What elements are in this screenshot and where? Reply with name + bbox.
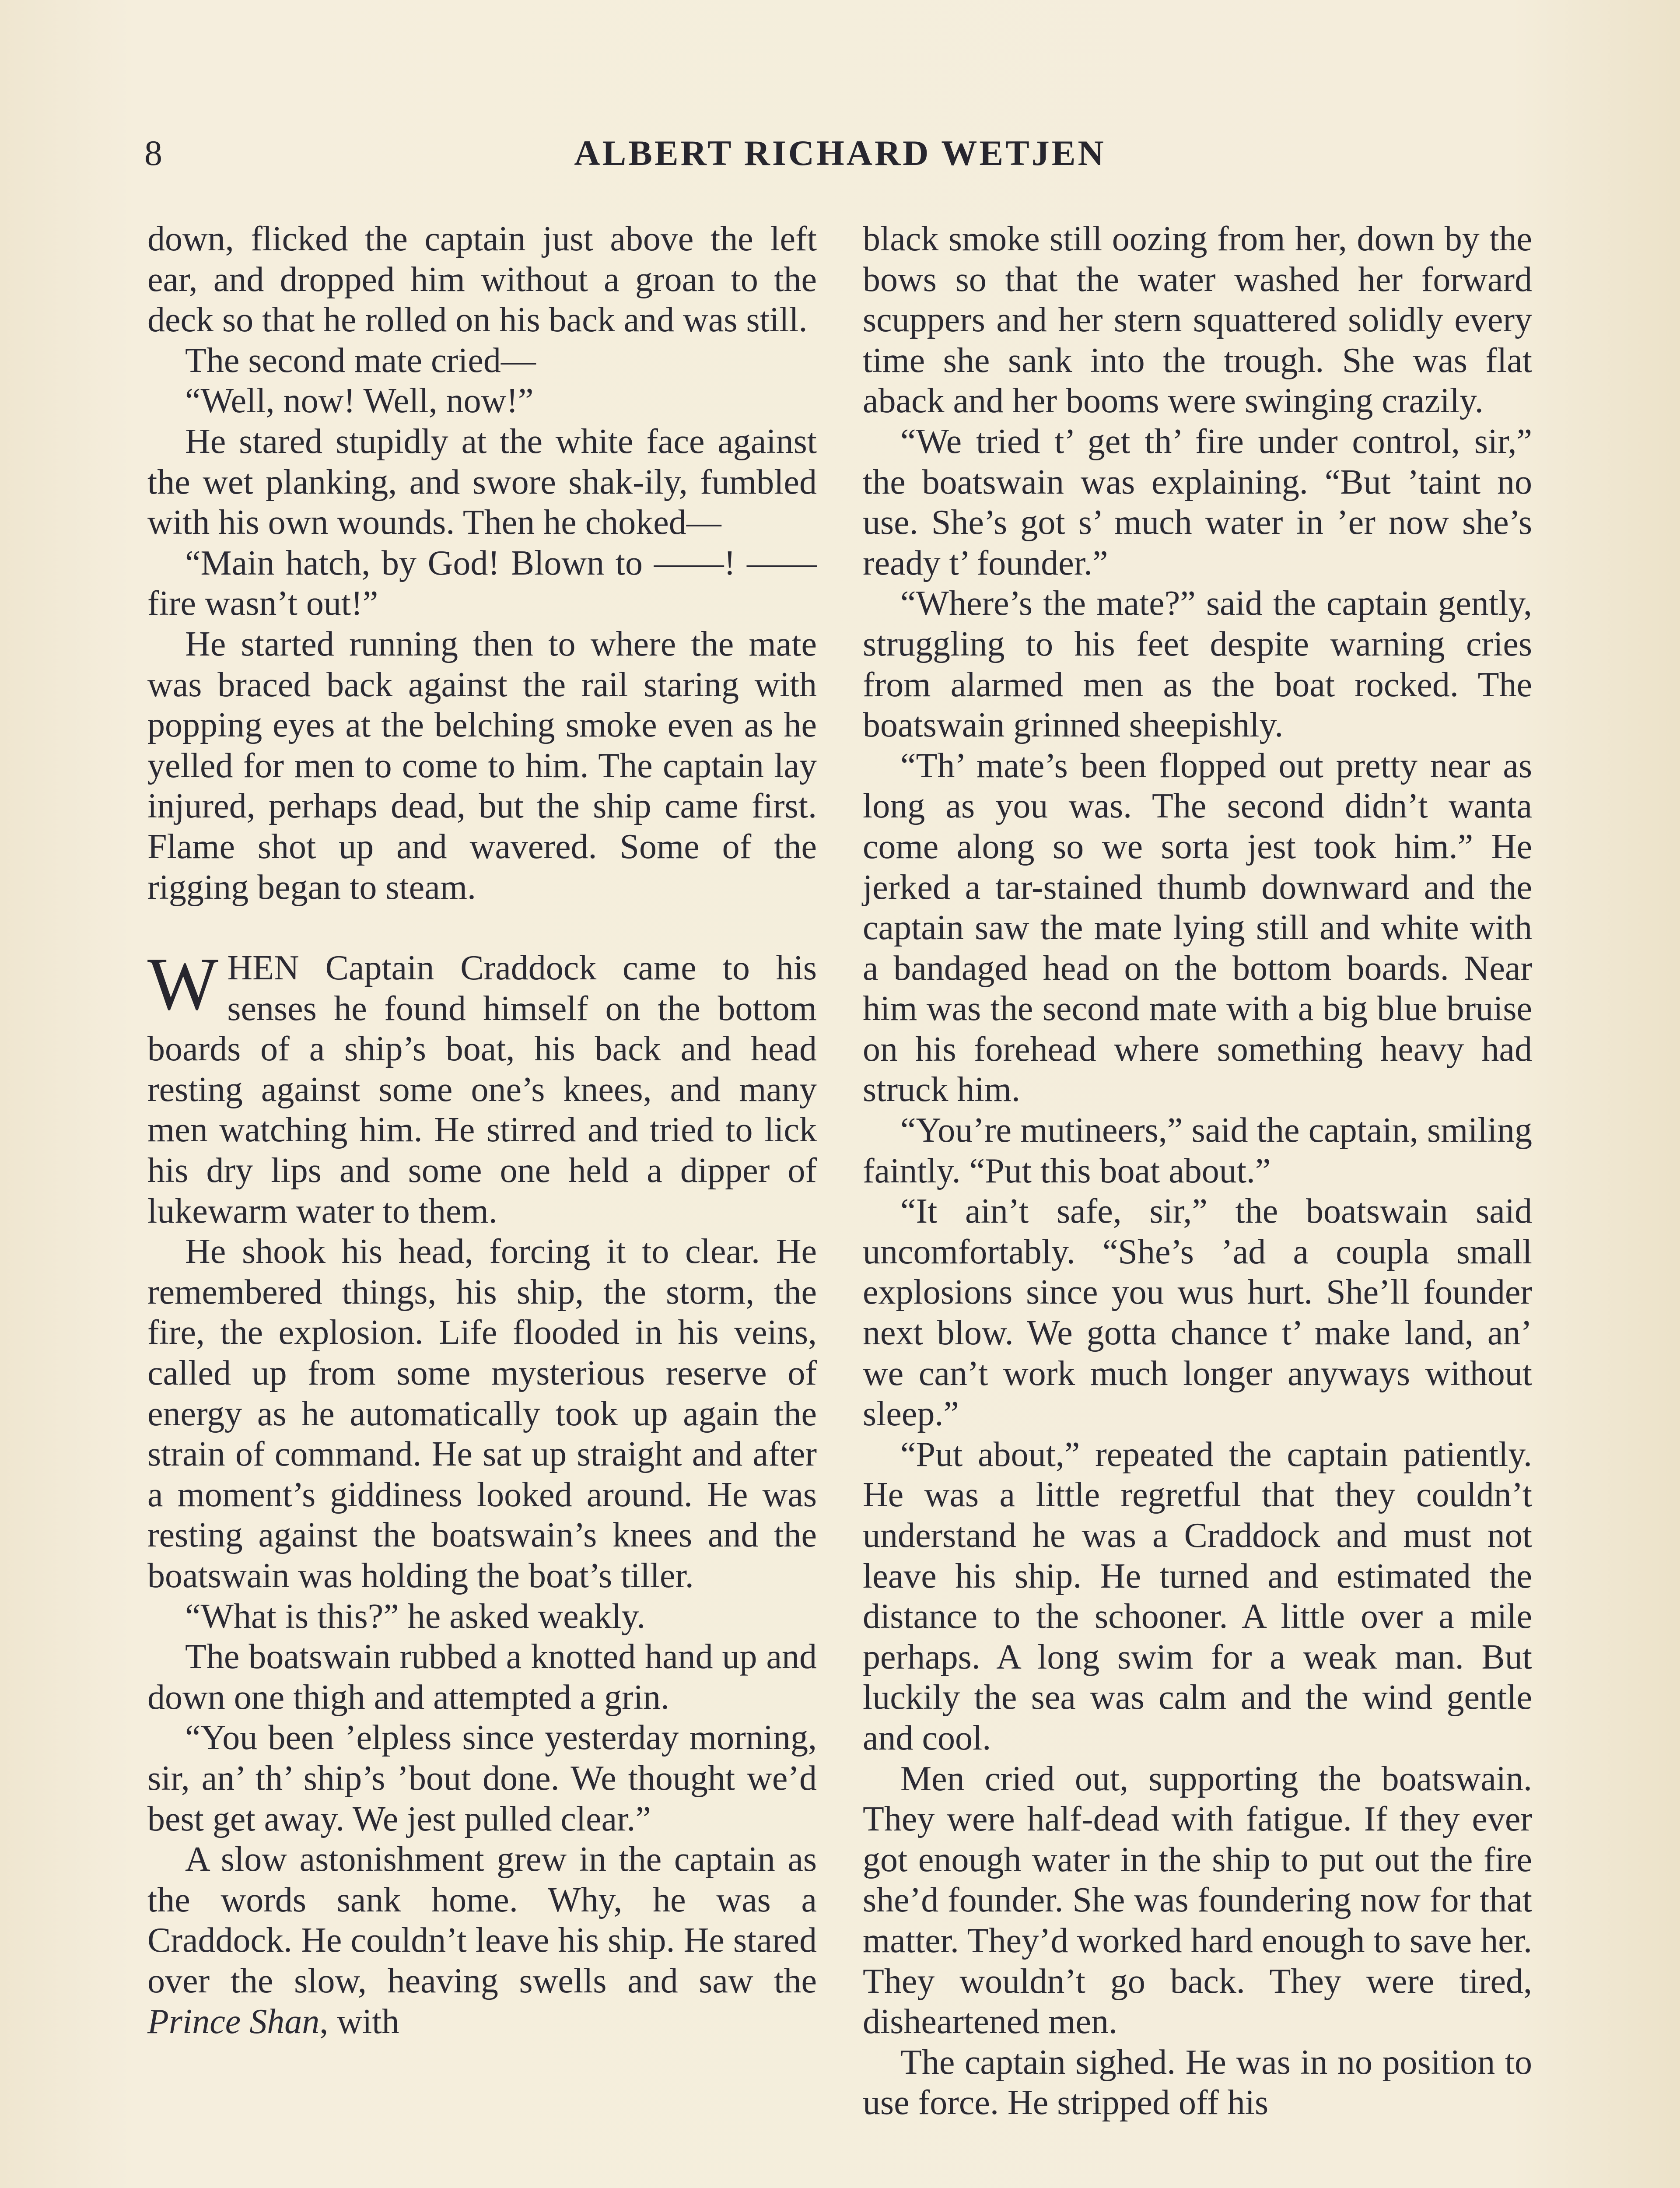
page-number: 8 [144, 133, 162, 173]
paragraph: “It ain’t safe, sir,” the boatswain said uncomfortably. “She’s ’ad a coupla small explosions since you wus hurt. She’ll founder next blow. We gotta chance t’ make land, an’ we can’t work much longer anyways without sleep.” [863, 1192, 1532, 1434]
drop-cap: W [147, 943, 219, 1026]
paragraph: “Th’ mate’s been flopped out pretty near as long as you was. The second didn’t wanta come along so we sorta jest took him.” He jerked a tar-stained thumb downward and the captain saw the mate lying still and white with a bandaged head on the bottom boards. Near him was the second mate with a big blue bruise on his forehead where something heavy had struck him. [863, 746, 1532, 1109]
paragraph: “What is this?” he asked weakly. [185, 1597, 646, 1636]
paragraph-text: HEN Captain Craddock came to his senses he found himself on the bottom boards of a ship’s boat, his back and head resting against some one’s knees, and many men watching him. He stirred and tried to lick his dry lips and some one held a dipper of lukewarm water to them. [147, 949, 817, 1231]
paragraph [147, 1839, 817, 2042]
paragraph-text: A slow astonishment grew in the captain as the words sank home. Why, he was a Craddock. He couldn’t leave his ship. He stared over the slow, heaving swells and saw the [147, 1840, 817, 2000]
paragraph: “Where’s the mate?” said the captain gently, struggling to his feet despite warning cries from alarmed men as the boat rocked. The boatswain grinned sheepishly. [863, 584, 1532, 745]
right-column [863, 219, 1532, 2123]
paragraph: He started running then to where the mate was braced back against the rail staring with popping eyes at the belching smoke even as he yelled for men to come to him. The captain lay injured, perhaps dead, but the ship came first. Flame shot up and wavered. Some of the rigging began to steam. [147, 624, 817, 907]
paragraph: He stared stupidly at the white face against the wet planking, and swore shak-ily, fumbled with his own wounds. Then he choked— [147, 422, 817, 542]
page-header [144, 127, 1536, 179]
paragraph: “You been ’elpless since yesterday morning, sir, an’ th’ ship’s ’bout done. We thought we’d best get away. We jest pulled clear.” [147, 1718, 817, 1838]
running-title: ALBERT RICHARD WETJEN [574, 133, 1106, 173]
paragraph: “Put about,” repeated the captain patiently. He was a little regretful that they couldn’t understand he was a Craddock and must not leave his ship. He turned and estimated the distance to the schooner. A little over a mile perhaps. A long swim for a weak man. But luckily the sea was calm and the wind gentle and cool. [863, 1435, 1532, 1757]
paragraph: Men cried out, supporting the boatswain. They were half-dead with fatigue. If they ever got enough water in the ship to put out the fire she’d founder. She was foundering now for that matter. They’d worked hard enough to save her. They wouldn’t go back. They were tired, disheartened men. [863, 1759, 1532, 2041]
paragraph-text: , with [319, 2002, 399, 2041]
paragraph: The captain sighed. He was in no position to use force. He stripped off his [863, 2043, 1532, 2122]
ship-name: Prince Shan [147, 2002, 320, 2041]
paragraph: “You’re mutineers,” said the captain, smiling faintly. “Put this boat about.” [863, 1111, 1532, 1190]
paragraph: down, flicked the captain just above the left ear, and dropped him without a groan to the deck so that he rolled on his back and was still. [147, 220, 817, 340]
paragraph: The boatswain rubbed a knotted hand up and down one thigh and attempted a grin. [147, 1637, 817, 1717]
paragraph: The second mate cried— [185, 341, 536, 380]
paragraph: “We tried t’ get th’ fire under control, sir,” the boatswain was explaining. “But ’taint no use. She’s got s’ much water in ’er now she’s ready t’ founder.” [863, 422, 1532, 582]
paragraph: “Main hatch, by God! Blown to ——! —— fire wasn’t out!” [147, 543, 817, 623]
paragraph: black smoke still oozing from her, down by the bows so that the water washed her forward scuppers and her stern squattered solidly every time she sank into the trough. She was flat aback and her booms were swinging crazily. [863, 220, 1532, 421]
paragraph: “Well, now! Well, now!” [185, 382, 534, 421]
left-column [147, 219, 817, 2042]
section-opening-paragraph [147, 943, 817, 1231]
paragraph: He shook his head, forcing it to clear. He remembered things, his ship, the storm, the fire, the explosion. Life flooded in his veins, called up from some mysterious reserve of energy as he automatically took up again the strain of command. He sat up straight and after a moment’s giddiness looked around. He was resting against the boatswain’s knees and the boatswain was holding the boat’s tiller. [147, 1232, 817, 1595]
